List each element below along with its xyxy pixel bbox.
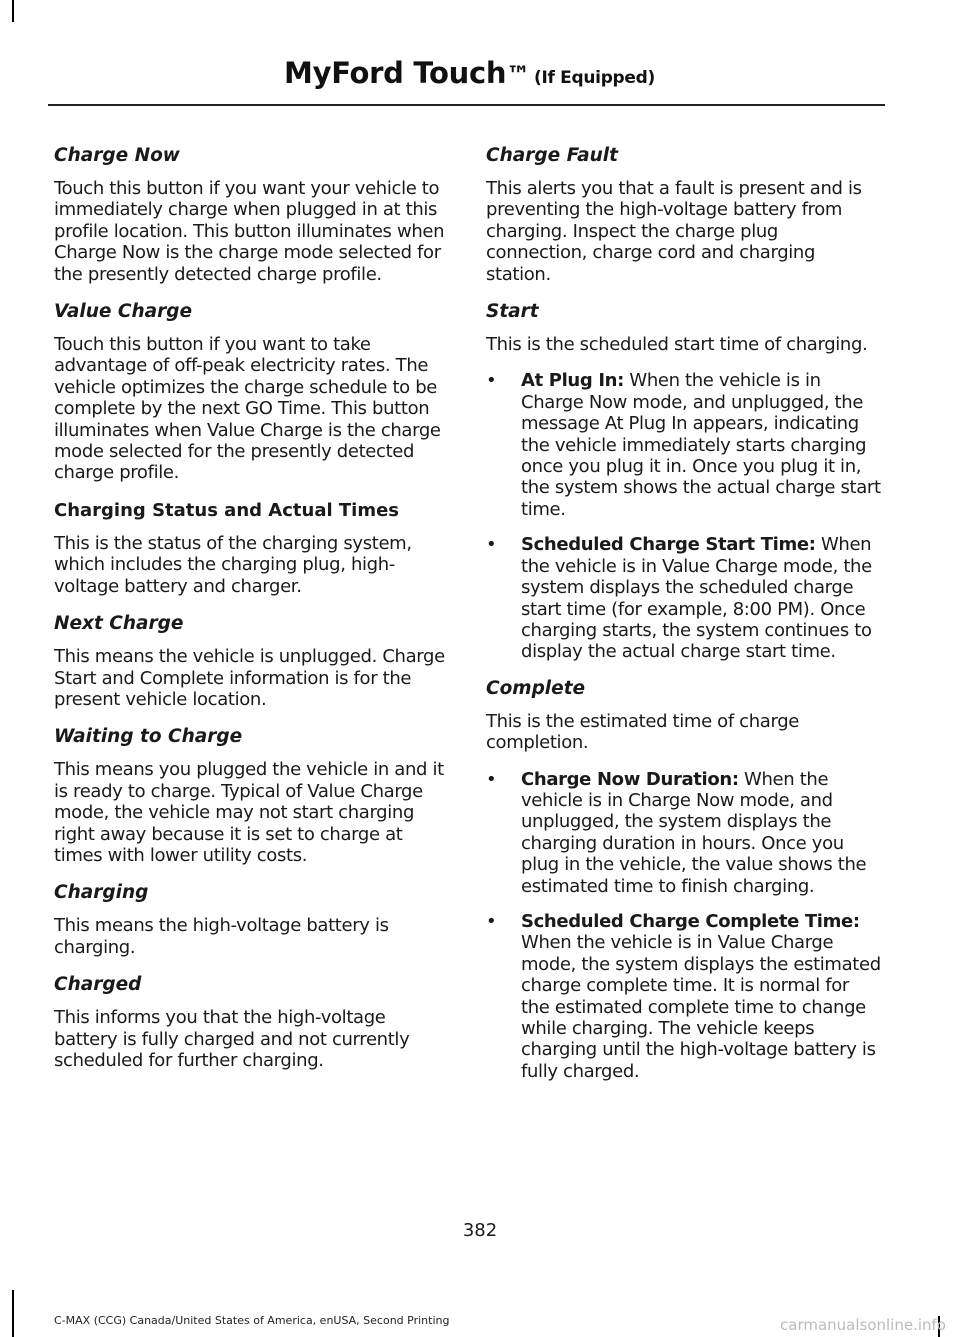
paragraph-charging-status: This is the status of the charging system, which includes the charging plug, high-voltage battery and charger. xyxy=(54,532,412,597)
bullet: • xyxy=(486,534,497,556)
header-note: (If Equipped) xyxy=(533,68,655,88)
list-term: Scheduled Charge Start Time: xyxy=(521,534,816,556)
paragraph-charged: This informs you that the high-voltage battery is fully charged and not currently scheduled for further charging. xyxy=(54,1007,410,1071)
crop-mark xyxy=(12,1290,14,1337)
list-item xyxy=(486,769,882,897)
complete-list xyxy=(486,769,882,1083)
page-number: 382 xyxy=(462,1220,498,1241)
heading-complete: Complete xyxy=(486,677,586,699)
list-term: At Plug In: xyxy=(521,370,624,392)
paragraph-next-charge: This means the vehicle is unplugged. Charge Start and Complete information is for the present vehicle location. xyxy=(54,646,445,710)
paragraph-complete: This is the estimated time of charge completion. xyxy=(486,710,799,754)
trademark-symbol: ™ xyxy=(506,61,530,89)
watermark: carmanualsonline.info xyxy=(780,1316,946,1334)
bullet: • xyxy=(486,768,497,790)
heading-charging: Charging xyxy=(54,882,149,904)
paragraph-charge-fault: This alerts you that a fault is present and is preventing the high-voltage battery from charging. Inspect the charge plug connection, charge cord and charging station. xyxy=(486,178,862,285)
heading-charging-status: Charging Status and Actual Times xyxy=(54,499,400,521)
start-list xyxy=(486,370,882,662)
list-text: When the vehicle is in Value Charge mode, the system displays the estimated charge complete time. It is normal for the estimated complete time to change while charging. The vehicle keeps charging until the high-voltage battery is fully charged. xyxy=(521,932,881,1082)
heading-charge-now: Charge Now xyxy=(54,145,180,166)
bullet: • xyxy=(486,910,497,932)
paragraph-charging: This means the high-voltage battery is charging. xyxy=(54,915,389,958)
header-title: MyFord Touch xyxy=(284,56,507,90)
left-column xyxy=(54,144,454,1086)
list-item xyxy=(486,534,882,662)
paragraph-start: This is the scheduled start time of charging. xyxy=(486,334,868,356)
heading-next-charge: Next Charge xyxy=(54,613,184,635)
heading-start: Start xyxy=(486,301,539,323)
list-item xyxy=(486,911,882,1082)
list-text: When the vehicle is in Charge Now mode, and unplugged, the system displays the charging duration in hours. Once you plug in the vehicle, the value shows the estimated time to finish charging. xyxy=(521,768,867,897)
running-header xyxy=(284,56,655,90)
paragraph-value-charge: Touch this button if you want to take advantage of off-peak electricity rates. The vehicle optimizes the charge schedule to be complete by the next GO Time. This button illuminates when Value Charge is the charge mode selected for the presently detected charge profile. xyxy=(54,334,441,484)
paragraph-waiting: This means you plugged the vehicle in and it is ready to charge. Typical of Value Charge mode, the vehicle may not start charging right away because it is set to charge at times with lower utility costs. xyxy=(54,759,444,866)
list-item xyxy=(486,370,882,520)
heading-value-charge: Value Charge xyxy=(54,301,193,323)
header-rule xyxy=(48,104,885,106)
bullet: • xyxy=(486,370,497,392)
paragraph-charge-now: Touch this button if you want your vehicle to immediately charge when plugged in at this profile location. This button illuminates when Charge Now is the charge mode selected for the presently detected charge profile. xyxy=(54,178,445,285)
heading-charge-fault: Charge Fault xyxy=(486,145,618,166)
heading-charged: Charged xyxy=(54,974,142,996)
crop-mark xyxy=(12,0,14,22)
list-text: When the vehicle is in Value Charge mode, the system displays the scheduled charge start time (for example, 8:00 PM). Once charging starts, the system continues to display the actual charge start time. xyxy=(521,534,872,663)
right-column xyxy=(486,144,882,1096)
list-term: Scheduled Charge Complete Time: xyxy=(521,910,860,932)
list-term: Charge Now Duration: xyxy=(521,768,739,790)
list-text: When the vehicle is in Charge Now mode, and unplugged, the message At Plug In appears, indicating the vehicle immediately starts charging once you plug it in. Once you plug it in, the system shows the actual charge start time. xyxy=(521,370,881,520)
footer-text: C-MAX (CCG) Canada/United States of America, enUSA, Second Printing xyxy=(54,1314,450,1327)
heading-waiting: Waiting to Charge xyxy=(54,726,243,748)
